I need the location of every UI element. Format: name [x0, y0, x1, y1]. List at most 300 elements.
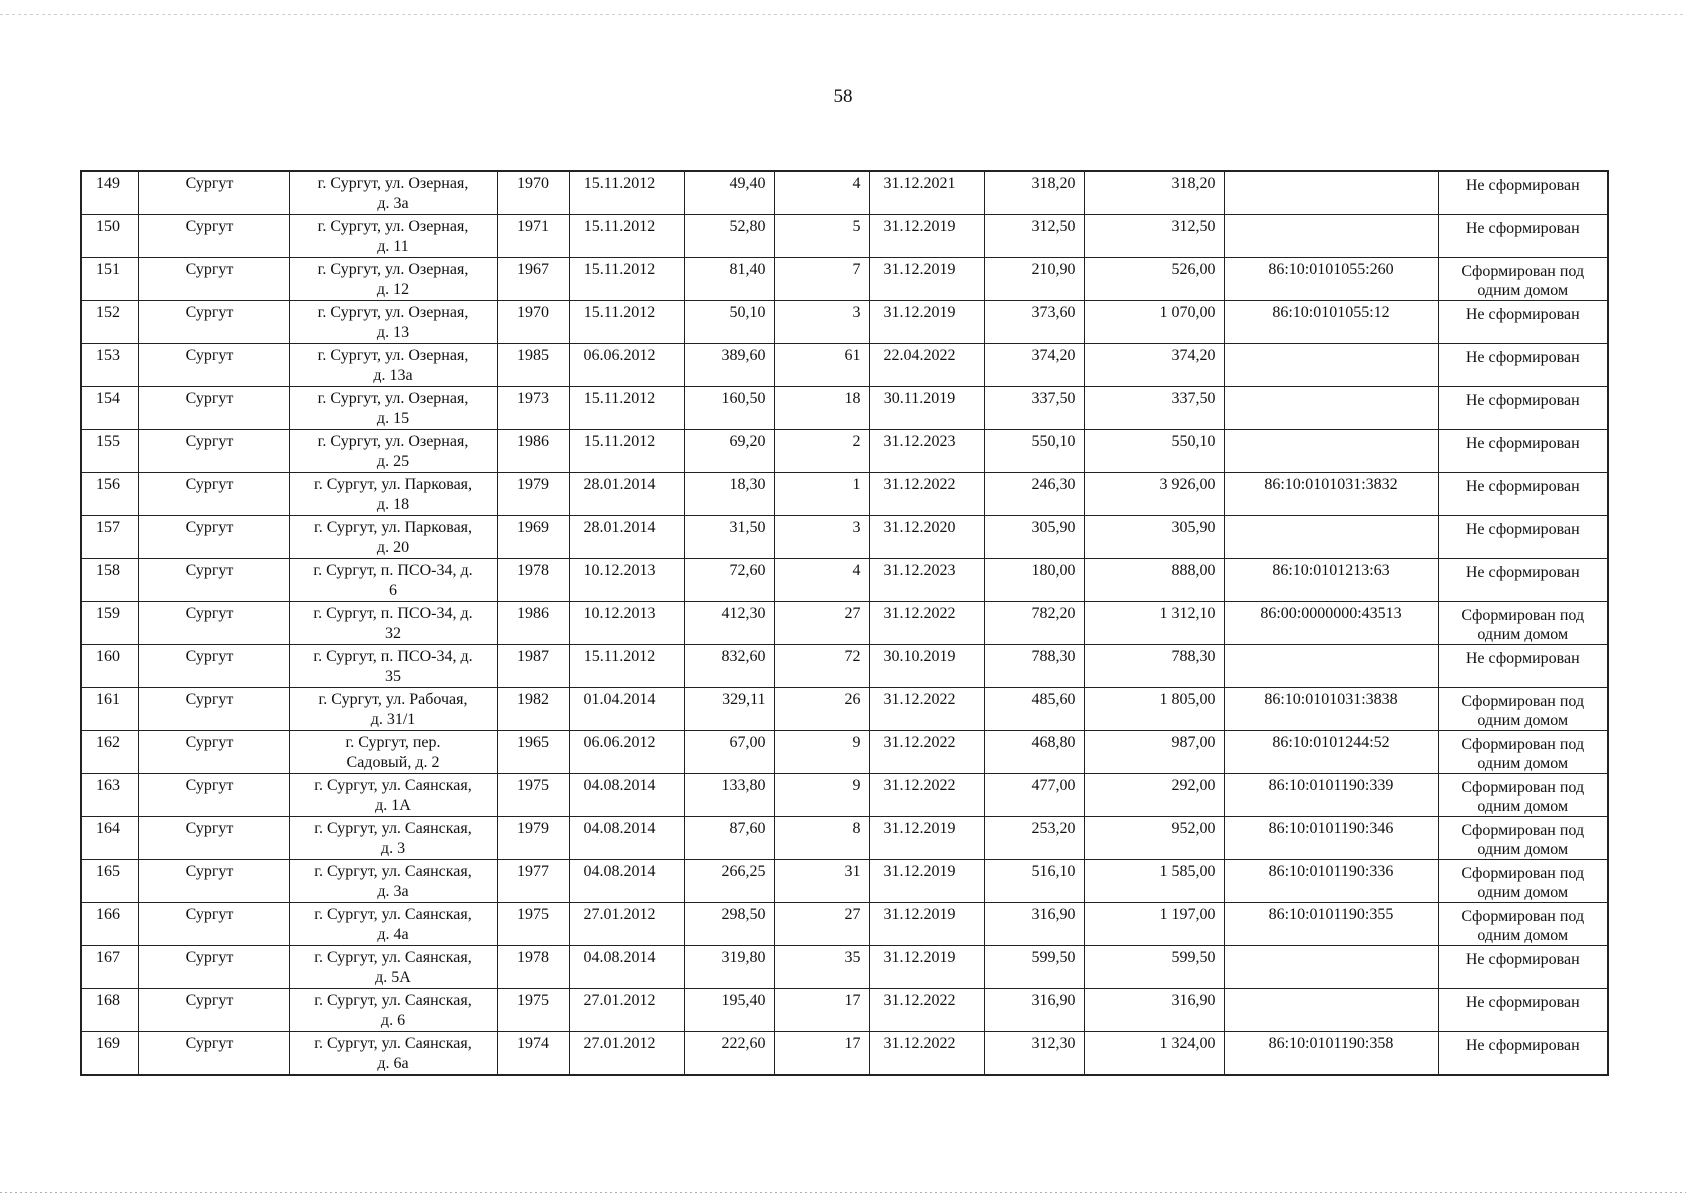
- value-1: 782,20: [1031, 605, 1076, 622]
- municipality: Сургут: [185, 691, 234, 708]
- land-status-cell: [1438, 258, 1608, 301]
- value-2-cell: [1084, 602, 1224, 645]
- address-line-1: г. Сургут, ул. Саянская,: [314, 992, 472, 1009]
- row-number-cell: [81, 688, 138, 731]
- value-2-cell: [1084, 171, 1224, 215]
- row-number-cell: [81, 774, 138, 817]
- recognition-date: 15.11.2012: [583, 175, 656, 192]
- land-status-line-1: Не сформирован: [1465, 435, 1580, 452]
- cadastral-number: 86:10:0101190:339: [1268, 777, 1394, 794]
- address-line-2: д. 12: [376, 281, 410, 298]
- recognition-date: 15.11.2012: [583, 261, 656, 278]
- municipality: Сургут: [185, 519, 234, 536]
- build-year: 1986: [517, 433, 549, 450]
- area-cell: [684, 645, 774, 688]
- address-cell: [289, 171, 497, 215]
- year-cell: [497, 473, 569, 516]
- municipality-cell: [138, 946, 289, 989]
- area-cell: [684, 602, 774, 645]
- address-line-2: д. 20: [376, 539, 410, 556]
- recognition-date: 01.04.2014: [583, 691, 656, 708]
- value-1-cell: [984, 301, 1084, 344]
- cadastral-number-cell: [1224, 946, 1438, 989]
- table-row: [81, 903, 1608, 946]
- address-line-1: г. Сургут, ул. Озерная,: [317, 433, 469, 450]
- municipality-cell: [138, 1032, 289, 1076]
- recognition-date: 27.01.2012: [583, 992, 656, 1009]
- address-line-1: г. Сургут, пер.: [345, 734, 441, 751]
- recognition-date-cell: [569, 602, 684, 645]
- deadline-cell: [869, 301, 984, 344]
- address-cell: [289, 645, 497, 688]
- value-2: 374,20: [1171, 347, 1216, 364]
- land-status-line-1: Не сформирован: [1465, 951, 1580, 968]
- recognition-date-cell: [569, 903, 684, 946]
- cadastral-number: 86:10:0101055:12: [1272, 304, 1390, 321]
- municipality-cell: [138, 989, 289, 1032]
- value-2-cell: [1084, 903, 1224, 946]
- resettlement-deadline: 31.12.2019: [883, 218, 956, 235]
- recognition-date-cell: [569, 171, 684, 215]
- land-status-cell: [1438, 1032, 1608, 1076]
- recognition-date-cell: [569, 989, 684, 1032]
- row-number-cell: [81, 430, 138, 473]
- cadastral-number: 86:10:0101031:3832: [1264, 476, 1398, 493]
- row-number-cell: [81, 473, 138, 516]
- recognition-date-cell: [569, 473, 684, 516]
- recognition-date: 10.12.2013: [583, 605, 656, 622]
- value-1-cell: [984, 731, 1084, 774]
- value-2-cell: [1084, 645, 1224, 688]
- area-cell: [684, 989, 774, 1032]
- value-1: 312,50: [1031, 218, 1076, 235]
- row-number-cell: [81, 516, 138, 559]
- land-status-cell: [1438, 430, 1608, 473]
- address-line-2: д. 4а: [377, 926, 409, 943]
- resettlement-deadline: 22.04.2022: [883, 347, 956, 364]
- row-number-cell: [81, 946, 138, 989]
- area: 160,50: [721, 390, 766, 407]
- deadline-cell: [869, 817, 984, 860]
- address-line-2: д. 13: [376, 324, 410, 341]
- value-2: 305,90: [1171, 519, 1216, 536]
- address-line-2: д. 11: [377, 238, 409, 255]
- table-row: [81, 344, 1608, 387]
- build-year: 1975: [517, 992, 549, 1009]
- cadastral-number-cell: [1224, 387, 1438, 430]
- cadastral-number: 86:10:0101244:52: [1272, 734, 1390, 751]
- municipality-cell: [138, 774, 289, 817]
- value-1: 550,10: [1031, 433, 1076, 450]
- residents-count: 8: [852, 820, 861, 837]
- residents-count: 3: [852, 304, 861, 321]
- land-status-line-1: Сформирован под: [1461, 263, 1585, 280]
- residents-cell: [774, 430, 869, 473]
- table-row: [81, 387, 1608, 430]
- value-2-cell: [1084, 688, 1224, 731]
- year-cell: [497, 903, 569, 946]
- municipality: Сургут: [185, 734, 234, 751]
- year-cell: [497, 989, 569, 1032]
- land-status-cell: [1438, 989, 1608, 1032]
- municipality: Сургут: [185, 992, 234, 1009]
- area-cell: [684, 903, 774, 946]
- resettlement-deadline: 31.12.2022: [883, 734, 956, 751]
- table-row: [81, 989, 1608, 1032]
- row-number-cell: [81, 989, 138, 1032]
- value-1-cell: [984, 645, 1084, 688]
- value-1-cell: [984, 387, 1084, 430]
- year-cell: [497, 946, 569, 989]
- year-cell: [497, 645, 569, 688]
- address-cell: [289, 860, 497, 903]
- residents-cell: [774, 817, 869, 860]
- municipality: Сургут: [185, 304, 234, 321]
- residents-cell: [774, 301, 869, 344]
- land-status-line-2: одним домом: [1477, 884, 1569, 901]
- area: 87,60: [729, 820, 766, 837]
- resettlement-deadline: 31.12.2023: [883, 433, 956, 450]
- address-line-2: д. 3а: [377, 883, 409, 900]
- value-2-cell: [1084, 344, 1224, 387]
- value-2: 312,50: [1171, 218, 1216, 235]
- address-line-2: д. 6: [380, 1012, 406, 1029]
- area-cell: [684, 387, 774, 430]
- row-number: 156: [96, 476, 120, 493]
- build-year: 1979: [517, 820, 549, 837]
- recognition-date-cell: [569, 430, 684, 473]
- value-1-cell: [984, 989, 1084, 1032]
- year-cell: [497, 559, 569, 602]
- recognition-date: 06.06.2012: [583, 347, 656, 364]
- recognition-date-cell: [569, 1032, 684, 1076]
- municipality: Сургут: [185, 949, 234, 966]
- resettlement-deadline: 31.12.2019: [883, 261, 956, 278]
- land-status-cell: [1438, 344, 1608, 387]
- value-1: 253,20: [1031, 820, 1076, 837]
- cadastral-number-cell: [1224, 731, 1438, 774]
- row-number-cell: [81, 301, 138, 344]
- resettlement-deadline: 30.11.2019: [883, 390, 956, 407]
- table-row: [81, 559, 1608, 602]
- value-1-cell: [984, 559, 1084, 602]
- address-line-2: Садовый, д. 2: [346, 754, 440, 771]
- land-status-cell: [1438, 559, 1608, 602]
- cadastral-number-cell: [1224, 430, 1438, 473]
- recognition-date-cell: [569, 387, 684, 430]
- resettlement-deadline: 31.12.2020: [883, 519, 956, 536]
- residents-count: 35: [844, 949, 861, 966]
- table-row: [81, 731, 1608, 774]
- recognition-date: 04.08.2014: [583, 863, 656, 880]
- address-cell: [289, 516, 497, 559]
- table-body: [81, 171, 1608, 1075]
- address-cell: [289, 473, 497, 516]
- resettlement-deadline: 31.12.2022: [883, 992, 956, 1009]
- municipality-cell: [138, 516, 289, 559]
- build-year: 1979: [517, 476, 549, 493]
- row-number: 161: [96, 691, 120, 708]
- area-cell: [684, 171, 774, 215]
- municipality-cell: [138, 559, 289, 602]
- residents-cell: [774, 258, 869, 301]
- address-line-2: д. 25: [376, 453, 410, 470]
- address-cell: [289, 430, 497, 473]
- recognition-date: 28.01.2014: [583, 519, 656, 536]
- year-cell: [497, 860, 569, 903]
- value-2-cell: [1084, 215, 1224, 258]
- value-1: 373,60: [1031, 304, 1076, 321]
- land-status-line-2: одним домом: [1477, 755, 1569, 772]
- municipality-cell: [138, 301, 289, 344]
- build-year: 1978: [517, 949, 549, 966]
- area: 298,50: [721, 906, 766, 923]
- area: 18,30: [729, 476, 766, 493]
- resettlement-deadline: 31.12.2019: [883, 304, 956, 321]
- recognition-date-cell: [569, 860, 684, 903]
- residents-cell: [774, 688, 869, 731]
- recognition-date: 15.11.2012: [583, 390, 656, 407]
- area: 81,40: [729, 261, 766, 278]
- value-1: 468,80: [1031, 734, 1076, 751]
- cadastral-number-cell: [1224, 171, 1438, 215]
- recognition-date: 15.11.2012: [583, 648, 656, 665]
- deadline-cell: [869, 387, 984, 430]
- land-status-line-1: Сформирован под: [1461, 693, 1585, 710]
- residents-count: 3: [852, 519, 861, 536]
- address-cell: [289, 817, 497, 860]
- value-2: 1 324,00: [1159, 1035, 1216, 1052]
- area: 31,50: [729, 519, 766, 536]
- land-status-line-1: Не сформирован: [1465, 564, 1580, 581]
- residents-cell: [774, 645, 869, 688]
- cadastral-number-cell: [1224, 688, 1438, 731]
- value-2-cell: [1084, 731, 1224, 774]
- area: 389,60: [721, 347, 766, 364]
- year-cell: [497, 171, 569, 215]
- address-line-2: д. 6а: [377, 1055, 409, 1072]
- land-status-line-1: Не сформирован: [1465, 521, 1580, 538]
- row-number: 167: [96, 949, 120, 966]
- build-year: 1974: [517, 1035, 549, 1052]
- value-2: 599,50: [1171, 949, 1216, 966]
- housing-registry-table: [80, 170, 1609, 1076]
- municipality: Сургут: [185, 648, 234, 665]
- land-status-line-1: Сформирован под: [1461, 865, 1585, 882]
- cadastral-number: 86:10:0101031:3838: [1264, 691, 1398, 708]
- recognition-date-cell: [569, 258, 684, 301]
- area-cell: [684, 1032, 774, 1076]
- municipality: Сургут: [185, 433, 234, 450]
- municipality: Сургут: [185, 562, 234, 579]
- row-number-cell: [81, 1032, 138, 1076]
- municipality-cell: [138, 645, 289, 688]
- row-number: 168: [96, 992, 120, 1009]
- build-year: 1982: [517, 691, 549, 708]
- build-year: 1977: [517, 863, 549, 880]
- address-line-1: г. Сургут, п. ПСО-34, д.: [313, 605, 473, 622]
- cadastral-number: 86:10:0101190:346: [1268, 820, 1394, 837]
- scan-edge-top: [0, 14, 1686, 15]
- address-line-2: д. 1А: [375, 797, 411, 814]
- area: 222,60: [721, 1035, 766, 1052]
- build-year: 1971: [517, 218, 549, 235]
- row-number-cell: [81, 171, 138, 215]
- address-cell: [289, 903, 497, 946]
- resettlement-deadline: 30.10.2019: [883, 648, 956, 665]
- municipality: Сургут: [185, 605, 234, 622]
- address-cell: [289, 731, 497, 774]
- municipality: Сургут: [185, 863, 234, 880]
- value-2-cell: [1084, 516, 1224, 559]
- cadastral-number-cell: [1224, 516, 1438, 559]
- land-status-line-1: Не сформирован: [1465, 220, 1580, 237]
- address-line-1: г. Сургут, ул. Озерная,: [317, 218, 469, 235]
- residents-cell: [774, 473, 869, 516]
- table-row: [81, 817, 1608, 860]
- land-status-cell: [1438, 645, 1608, 688]
- year-cell: [497, 430, 569, 473]
- value-1: 374,20: [1031, 347, 1076, 364]
- value-1-cell: [984, 516, 1084, 559]
- deadline-cell: [869, 645, 984, 688]
- value-1-cell: [984, 215, 1084, 258]
- build-year: 1986: [517, 605, 549, 622]
- table-row: [81, 516, 1608, 559]
- residents-cell: [774, 171, 869, 215]
- cadastral-number-cell: [1224, 301, 1438, 344]
- row-number: 152: [96, 304, 120, 321]
- value-2-cell: [1084, 774, 1224, 817]
- build-year: 1973: [517, 390, 549, 407]
- year-cell: [497, 516, 569, 559]
- value-2: 1 585,00: [1159, 863, 1216, 880]
- address-line-1: г. Сургут, ул. Саянская,: [314, 777, 472, 794]
- build-year: 1967: [517, 261, 549, 278]
- table-row: [81, 171, 1608, 215]
- municipality: Сургут: [185, 476, 234, 493]
- land-status-line-1: Не сформирован: [1465, 349, 1580, 366]
- land-status-line-1: Сформирован под: [1461, 736, 1585, 753]
- residents-count: 17: [844, 992, 861, 1009]
- resettlement-deadline: 31.12.2019: [883, 863, 956, 880]
- value-1-cell: [984, 688, 1084, 731]
- value-2-cell: [1084, 473, 1224, 516]
- year-cell: [497, 387, 569, 430]
- residents-cell: [774, 946, 869, 989]
- address-cell: [289, 946, 497, 989]
- deadline-cell: [869, 688, 984, 731]
- table-row: [81, 774, 1608, 817]
- value-2: 292,00: [1171, 777, 1216, 794]
- area-cell: [684, 688, 774, 731]
- land-status-line-2: одним домом: [1477, 798, 1569, 815]
- table-row: [81, 688, 1608, 731]
- municipality-cell: [138, 903, 289, 946]
- cadastral-number: 86:10:0101190:358: [1268, 1035, 1394, 1052]
- value-1-cell: [984, 946, 1084, 989]
- table-row: [81, 860, 1608, 903]
- cadastral-number-cell: [1224, 989, 1438, 1032]
- residents-count: 1: [852, 476, 861, 493]
- area: 50,10: [729, 304, 766, 321]
- address-line-2: д. 13а: [373, 367, 413, 384]
- value-2: 1 312,10: [1159, 605, 1216, 622]
- value-1-cell: [984, 602, 1084, 645]
- deadline-cell: [869, 731, 984, 774]
- residents-count: 72: [844, 648, 861, 665]
- year-cell: [497, 1032, 569, 1076]
- row-number: 159: [96, 605, 120, 622]
- residents-cell: [774, 215, 869, 258]
- address-line-1: г. Сургут, ул. Озерная,: [317, 347, 469, 364]
- address-line-1: г. Сургут, ул. Саянская,: [314, 906, 472, 923]
- year-cell: [497, 215, 569, 258]
- area-cell: [684, 774, 774, 817]
- land-status-cell: [1438, 774, 1608, 817]
- residents-count: 5: [852, 218, 861, 235]
- residents-count: 61: [844, 347, 861, 364]
- deadline-cell: [869, 946, 984, 989]
- value-2-cell: [1084, 817, 1224, 860]
- table-row: [81, 258, 1608, 301]
- row-number: 163: [96, 777, 120, 794]
- land-status-line-1: Не сформирован: [1465, 306, 1580, 323]
- cadastral-number-cell: [1224, 903, 1438, 946]
- build-year: 1985: [517, 347, 549, 364]
- resettlement-deadline: 31.12.2022: [883, 1035, 956, 1052]
- land-status-line-2: одним домом: [1477, 712, 1569, 729]
- land-status-cell: [1438, 473, 1608, 516]
- resettlement-deadline: 31.12.2019: [883, 906, 956, 923]
- resettlement-deadline: 31.12.2019: [883, 820, 956, 837]
- table-row: [81, 645, 1608, 688]
- row-number: 165: [96, 863, 120, 880]
- land-status-line-1: Сформирован под: [1461, 822, 1585, 839]
- value-1: 788,30: [1031, 648, 1076, 665]
- value-2-cell: [1084, 946, 1224, 989]
- address-line-1: г. Сургут, ул. Саянская,: [314, 863, 472, 880]
- municipality: Сургут: [185, 820, 234, 837]
- value-1-cell: [984, 774, 1084, 817]
- row-number: 153: [96, 347, 120, 364]
- recognition-date: 06.06.2012: [583, 734, 656, 751]
- value-1: 337,50: [1031, 390, 1076, 407]
- area-cell: [684, 215, 774, 258]
- recognition-date: 10.12.2013: [583, 562, 656, 579]
- residents-count: 7: [852, 261, 861, 278]
- area-cell: [684, 946, 774, 989]
- address-cell: [289, 688, 497, 731]
- land-status-cell: [1438, 860, 1608, 903]
- value-1-cell: [984, 817, 1084, 860]
- deadline-cell: [869, 344, 984, 387]
- row-number: 151: [96, 261, 120, 278]
- address-line-1: г. Сургут, ул. Рабочая,: [318, 691, 468, 708]
- area: 52,80: [729, 218, 766, 235]
- value-1: 485,60: [1031, 691, 1076, 708]
- land-status-line-1: Не сформирован: [1465, 650, 1580, 667]
- value-1: 477,00: [1031, 777, 1076, 794]
- residents-cell: [774, 903, 869, 946]
- row-number: 150: [96, 218, 120, 235]
- cadastral-number-cell: [1224, 215, 1438, 258]
- deadline-cell: [869, 258, 984, 301]
- address-line-1: г. Сургут, п. ПСО-34, д.: [313, 562, 473, 579]
- residents-count: 31: [844, 863, 861, 880]
- area-cell: [684, 559, 774, 602]
- row-number: 169: [96, 1035, 120, 1052]
